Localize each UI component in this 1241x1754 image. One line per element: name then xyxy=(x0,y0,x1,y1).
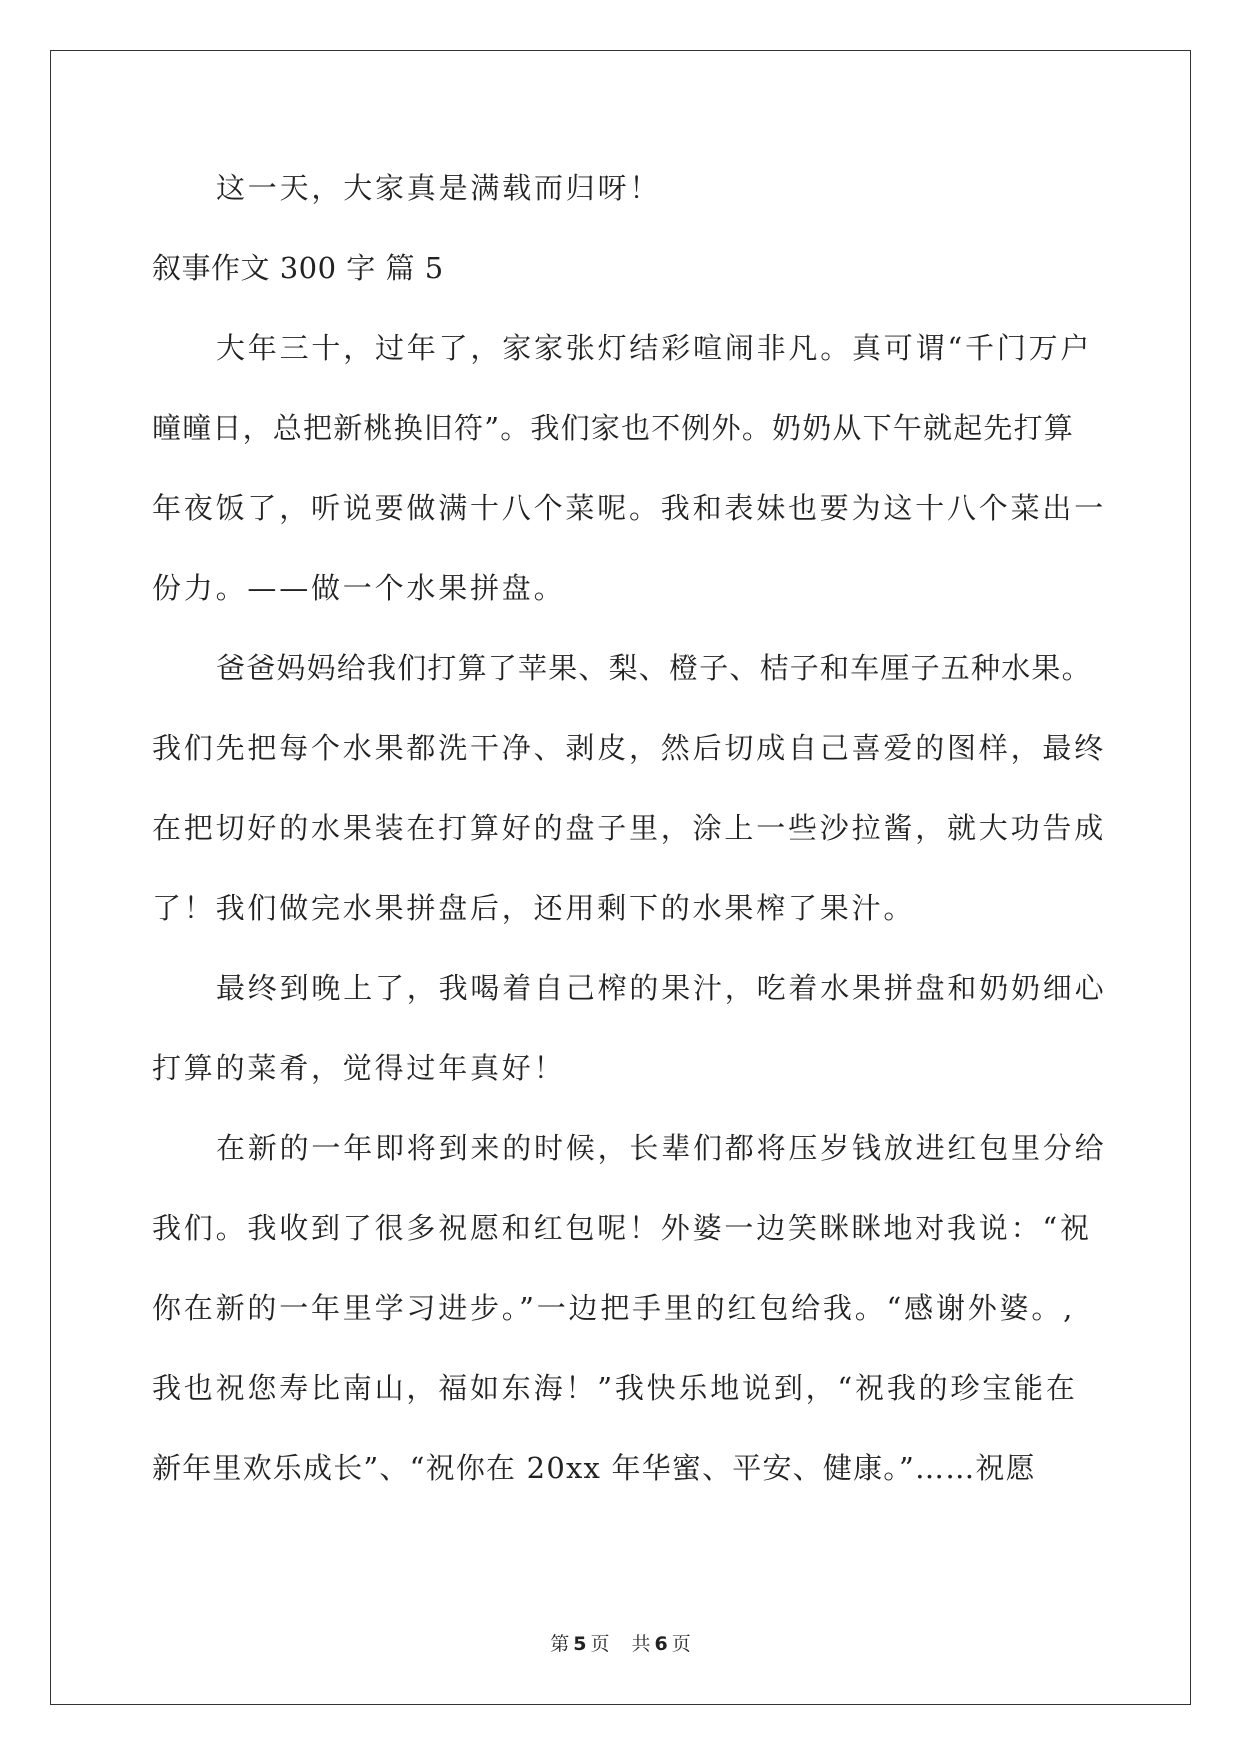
text-line: 大年三十，过年了，家家张灯结彩喧闹非凡。真可谓“千门万户 xyxy=(216,331,1093,365)
text-line: 打算的菜肴，觉得过年真好！ xyxy=(152,1051,566,1085)
page-total: 6 xyxy=(654,1633,668,1655)
text-line: 年夜饭了，听说要做满十八个菜呢。我和表妹也要为这十八个菜出一 xyxy=(152,491,1107,525)
text-line: 最终到晚上了，我喝着自己榨的果汁，吃着水果拼盘和奶奶细心 xyxy=(216,971,1107,1005)
page-current: 5 xyxy=(573,1633,587,1655)
text-line: 在新的一年即将到来的时候，长辈们都将压岁钱放进红包里分给 xyxy=(216,1131,1107,1165)
text-line: 在把切好的水果装在打算好的盘子里，涂上一些沙拉酱，就大功告成 xyxy=(152,811,1107,845)
text-line: 份力。——做一个水果拼盘。 xyxy=(152,571,566,605)
text-line: 爸爸妈妈给我们打算了苹果、梨、橙子、桔子和车厘子五种水果。 xyxy=(216,651,1092,685)
text-line: 我们。我收到了很多祝愿和红包呢！外婆一边笑眯眯地对我说：“祝 xyxy=(152,1211,1092,1245)
document-body xyxy=(152,168,1107,1528)
text-line: 我也祝您寿比南山，福如东海！”我快乐地说到，“祝我的珍宝能在 xyxy=(152,1371,1078,1405)
text-line: 曈曈日，总把新桃换旧符”。我们家也不例外。奶奶从下午就起先打算 xyxy=(152,411,1075,445)
text-line: 了！我们做完水果拼盘后，还用剩下的水果榨了果汁。 xyxy=(152,891,916,925)
text-line: 新年里欢乐成长”、“祝你在 20xx 年华蜜、平安、健康。”……祝愿 xyxy=(152,1451,1036,1485)
section-heading: 叙事作文 300 字 篇 5 xyxy=(152,251,444,285)
page-footer xyxy=(0,1632,1241,1656)
text-line: 你在新的一年里学习进步。”一边把手里的红包给我。“感谢外婆。, xyxy=(152,1291,1076,1325)
page-suffix: 页 xyxy=(590,1633,610,1655)
total-prefix: 共 xyxy=(631,1633,651,1655)
total-suffix: 页 xyxy=(671,1633,691,1655)
text-line: 这一天，大家真是满载而归呀！ xyxy=(216,171,662,205)
page-prefix: 第 xyxy=(550,1633,570,1655)
text-line: 我们先把每个水果都洗干净、剥皮，然后切成自己喜爱的图样，最终 xyxy=(152,731,1107,765)
